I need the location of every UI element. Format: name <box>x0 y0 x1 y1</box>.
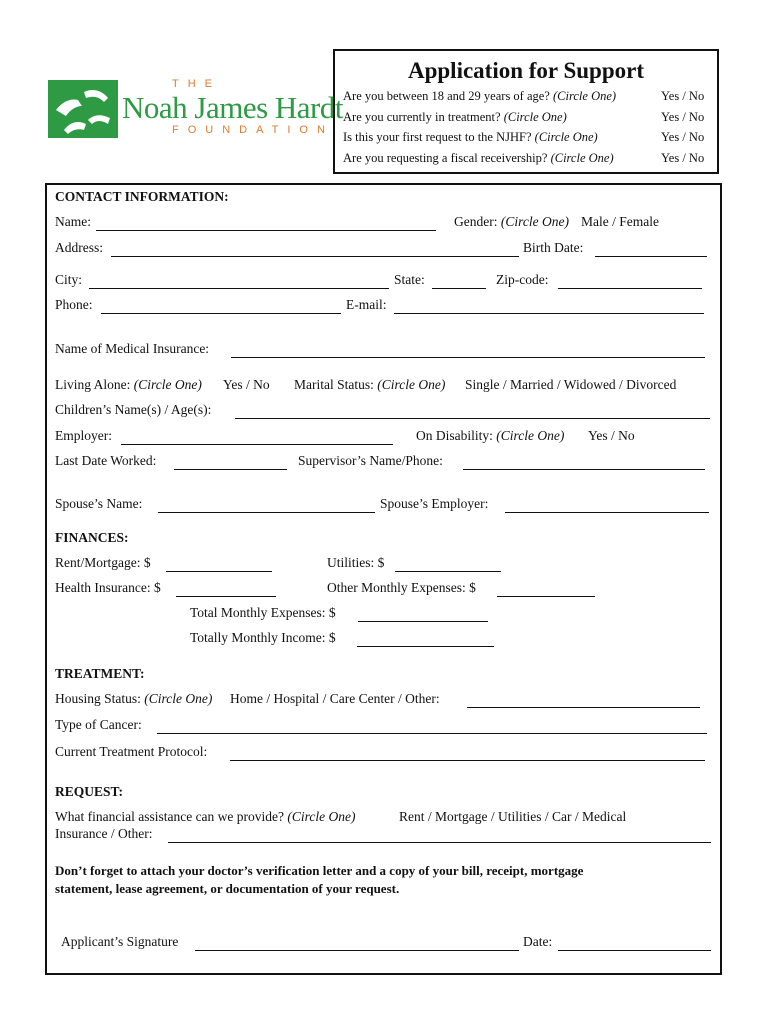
receivership-answer[interactable]: Yes / No <box>661 151 705 165</box>
assistance-options[interactable]: Rent / Mortgage / Utilities / Car / Medical <box>399 809 627 824</box>
last-worked-field[interactable] <box>174 469 287 470</box>
disability-options[interactable]: Yes / No <box>588 428 635 443</box>
housing-other-field[interactable] <box>467 707 700 708</box>
page-title: Application for Support <box>407 58 644 83</box>
housing-options[interactable]: Home / Hospital / Care Center / Other: <box>230 691 440 706</box>
other-expenses-label: Other Monthly Expenses: $ <box>327 580 476 595</box>
state-field[interactable] <box>432 288 486 289</box>
living-alone-label: Living Alone: (Circle One) <box>55 377 202 392</box>
first-request-answer[interactable]: Yes / No <box>661 130 705 144</box>
supervisor-field[interactable] <box>463 469 705 470</box>
eligibility-question-treatment: Are you currently in treatment? (Circle One) <box>343 110 567 124</box>
housing-status-label: Housing Status: (Circle One) <box>55 691 213 706</box>
date-label: Date: <box>523 934 553 949</box>
eligibility-question-first-request: Is this your first request to the NJHF? (Circle One) <box>343 130 598 144</box>
rent-field[interactable] <box>166 571 272 572</box>
spouse-name-label: Spouse’s Name: <box>55 496 143 511</box>
state-label: State: <box>394 272 425 287</box>
email-label: E-mail: <box>346 297 387 312</box>
date-field[interactable] <box>558 950 711 951</box>
total-expenses-field[interactable] <box>358 621 488 622</box>
eligibility-question-receivership: Are you requesting a fiscal receivership? (Circle One) <box>343 151 614 165</box>
city-field[interactable] <box>89 288 389 289</box>
utilities-label: Utilities: $ <box>327 555 385 570</box>
marital-status-options[interactable]: Single / Married / Widowed / Divorced <box>465 377 677 392</box>
utilities-field[interactable] <box>395 571 501 572</box>
address-label: Address: <box>55 240 103 255</box>
city-label: City: <box>55 272 83 287</box>
contact-heading: CONTACT INFORMATION: <box>55 189 229 204</box>
gender-label: Gender: (Circle One) <box>454 214 569 229</box>
disability-label: On Disability: (Circle One) <box>416 428 565 443</box>
children-label: Children’s Name(s) / Age(s): <box>55 402 212 417</box>
application-header-box <box>333 49 719 174</box>
logo-foundation: FOUNDATION <box>172 124 334 136</box>
gender-options[interactable]: Male / Female <box>581 214 659 229</box>
other-expenses-field[interactable] <box>497 596 595 597</box>
signature-field[interactable] <box>195 950 519 951</box>
phone-label: Phone: <box>55 297 93 312</box>
total-income-field[interactable] <box>357 646 494 647</box>
medical-insurance-label: Name of Medical Insurance: <box>55 341 210 356</box>
birth-date-field[interactable] <box>595 256 707 257</box>
finances-heading: FINANCES: <box>55 530 129 545</box>
employer-label: Employer: <box>55 428 112 443</box>
children-field[interactable] <box>235 418 710 419</box>
zip-label: Zip-code: <box>496 272 549 287</box>
treatment-protocol-field[interactable] <box>230 760 705 761</box>
employer-field[interactable] <box>121 444 393 445</box>
supervisor-label: Supervisor’s Name/Phone: <box>298 453 443 468</box>
eligibility-question-age: Are you between 18 and 29 years of age? (Circle One) <box>343 89 617 103</box>
logo-the: THE <box>172 78 221 90</box>
marital-status-label: Marital Status: (Circle One) <box>294 377 446 392</box>
spouse-name-field[interactable] <box>158 512 375 513</box>
treatment-answer[interactable]: Yes / No <box>661 110 705 124</box>
hands-logo-icon <box>48 80 118 138</box>
cancer-type-label: Type of Cancer: <box>55 717 142 732</box>
phone-field[interactable] <box>101 313 341 314</box>
request-heading: REQUEST: <box>55 784 124 799</box>
assistance-other-label: Insurance / Other: <box>55 826 153 841</box>
total-expenses-label: Total Monthly Expenses: $ <box>190 605 336 620</box>
zip-field[interactable] <box>558 288 702 289</box>
birth-date-label: Birth Date: <box>523 240 584 255</box>
cancer-type-field[interactable] <box>157 733 707 734</box>
age-answer[interactable]: Yes / No <box>661 89 705 103</box>
address-field[interactable] <box>111 256 519 257</box>
health-insurance-field[interactable] <box>176 596 276 597</box>
treatment-heading: TREATMENT: <box>55 666 145 681</box>
rent-label: Rent/Mortgage: $ <box>55 555 151 570</box>
spouse-employer-label: Spouse’s Employer: <box>380 496 489 511</box>
attachment-notice-line1: Don’t forget to attach your doctor’s verification letter and a copy of your bill, receipt, mortgage <box>55 863 584 878</box>
name-field[interactable] <box>96 230 436 231</box>
attachment-notice-line2: statement, lease agreement, or documentation of your request. <box>55 881 400 896</box>
assistance-other-field[interactable] <box>168 842 711 843</box>
signature-label: Applicant’s Signature <box>61 934 179 949</box>
total-income-label: Totally Monthly Income: $ <box>190 630 336 645</box>
last-worked-label: Last Date Worked: <box>55 453 157 468</box>
assistance-question: What financial assistance can we provide? (Circle One) <box>55 809 356 824</box>
medical-insurance-field[interactable] <box>231 357 705 358</box>
health-insurance-label: Health Insurance: $ <box>55 580 161 595</box>
foundation-logo <box>48 78 343 142</box>
name-label: Name: <box>55 214 91 229</box>
treatment-protocol-label: Current Treatment Protocol: <box>55 744 208 759</box>
living-alone-options[interactable]: Yes / No <box>223 377 270 392</box>
logo-name: Noah James Hardt <box>122 90 343 125</box>
email-field[interactable] <box>394 313 704 314</box>
spouse-employer-field[interactable] <box>505 512 709 513</box>
